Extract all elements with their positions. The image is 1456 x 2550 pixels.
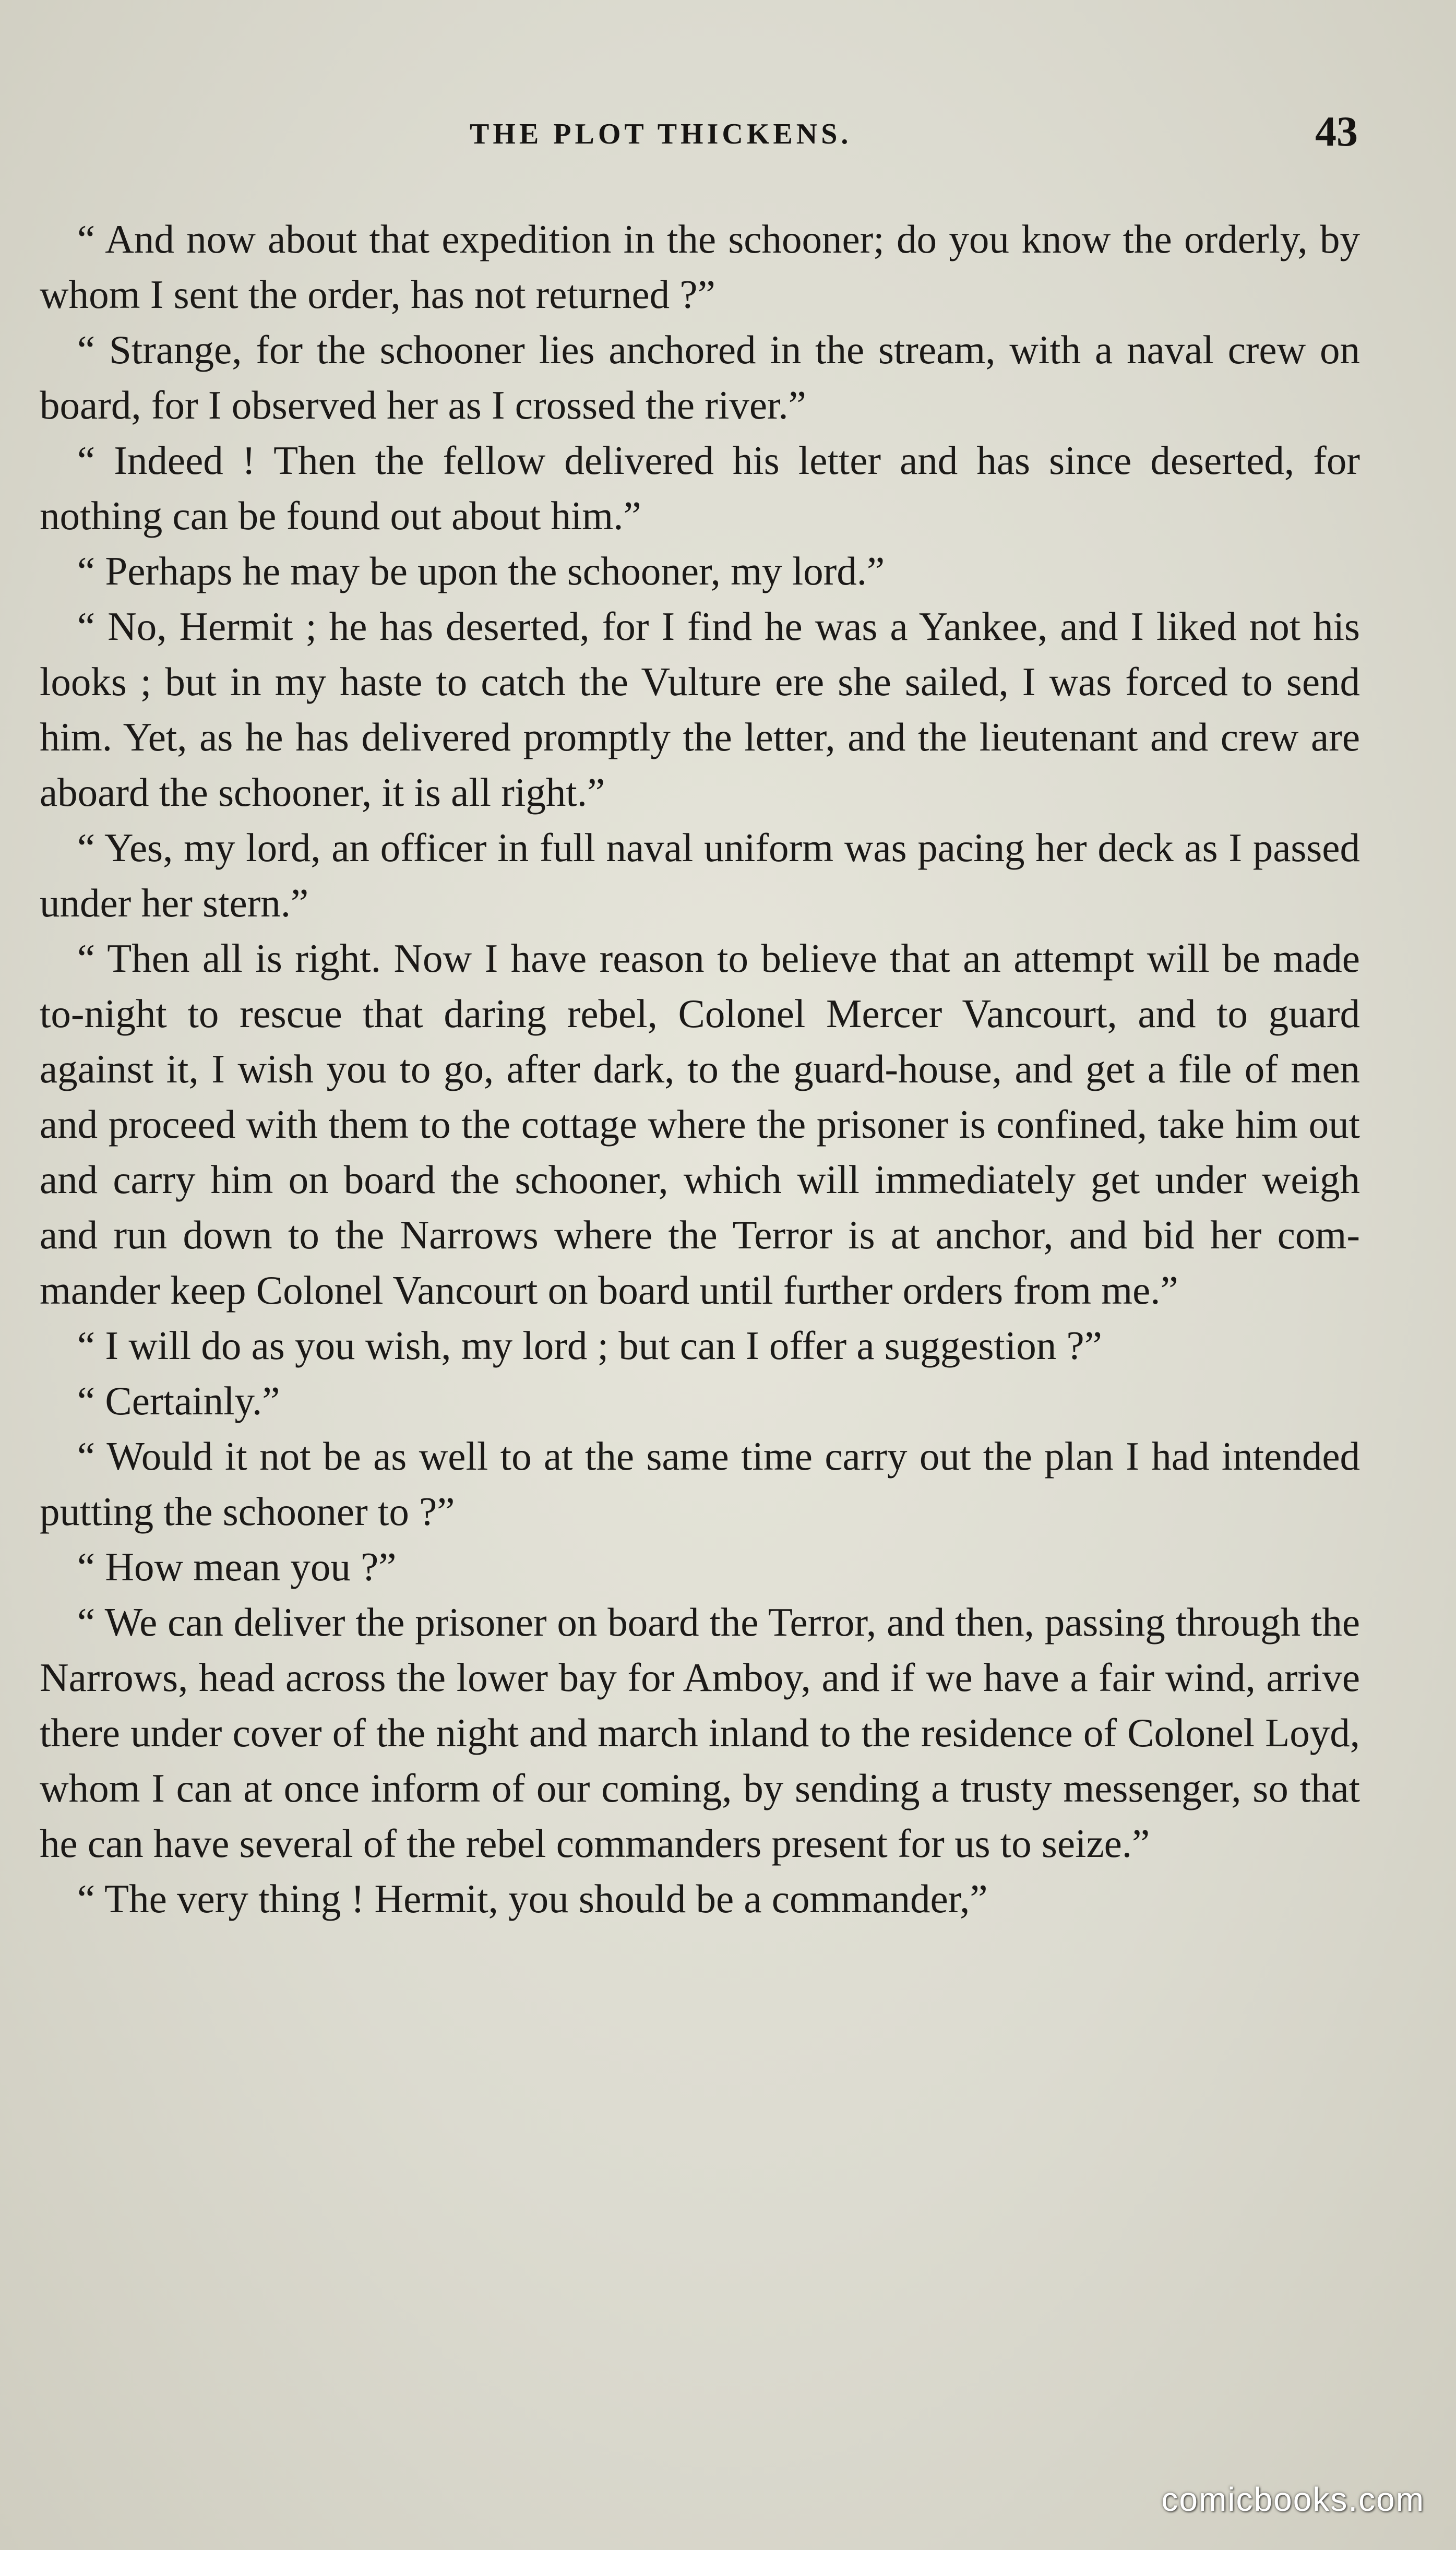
- paragraph: “ Would it not be as well to at the same time carry out the plan I had intended putting the schooner to ?”: [40, 1434, 1360, 1534]
- paragraph: “ Yes, my lord, an officer in full naval uniform was pacing her deck as I passed under her stern.”: [40, 825, 1360, 925]
- paragraph: “ Indeed ! Then the fellow delivered his letter and has since deserted, for nothing can be found out about him.”: [40, 438, 1360, 538]
- running-head: THE PLOT THICKENS.: [470, 118, 852, 150]
- paragraph: “ Certainly.”: [77, 1378, 280, 1423]
- body-text: [40, 211, 1360, 1926]
- page-header: [0, 107, 1456, 164]
- paragraph: “ And now about that expedition in the schooner; do you know the orderly, by whom I sent the order, has not returned ?”: [40, 217, 1360, 317]
- paragraph: “ Then all is right. Now I have reason to believe that an attempt will be made to-night to rescue that daring rebel, Colonel Mercer Vancourt, and to guard against it, I wish you to go, after dark, to the guard-house, and get a file of men and proceed with them to the cottage where the prisoner is confined, take him out and carry him on board the schooner, which will immediately get under weigh and run down to the Narrows where the Terror is at anchor, and bid her commander keep Colonel Vancourt on board until further orders from me.”: [40, 936, 1360, 1313]
- paragraph: “ The very thing ! Hermit, you should be a commander,”: [77, 1876, 988, 1921]
- watermark: comicbooks.com: [1161, 2481, 1425, 2518]
- paragraph: “ How mean you ?”: [77, 1544, 397, 1589]
- page-number: 43: [1315, 108, 1358, 155]
- paragraph: “ We can deliver the prisoner on board the Terror, and then, passing through the Narrows, head across the lower bay for Amboy, and if we have a fair wind, arrive there under cover of the night and march inland to the residence of Colonel Loyd, whom I can at once inform of our coming, by sending a trusty messenger, so that he can have several of the rebel commanders present for us to seize.”: [40, 1600, 1360, 1866]
- paragraph: “ Perhaps he may be upon the schooner, my lord.”: [77, 549, 885, 593]
- paragraph: “ I will do as you wish, my lord ; but can I offer a suggestion ?”: [77, 1323, 1102, 1368]
- paragraph: “ No, Hermit ; he has deserted, for I find he was a Yankee, and I liked not his looks ; but in my haste to catch the Vulture ere she sailed, I was forced to send him. Yet, as he has delivered promptly the letter, and the lieutenant and crew are aboard the schooner, it is all right.”: [40, 604, 1360, 815]
- paragraph: “ Strange, for the schooner lies anchored in the stream, with a naval crew on board, for I observed her as I crossed the river.”: [40, 327, 1360, 427]
